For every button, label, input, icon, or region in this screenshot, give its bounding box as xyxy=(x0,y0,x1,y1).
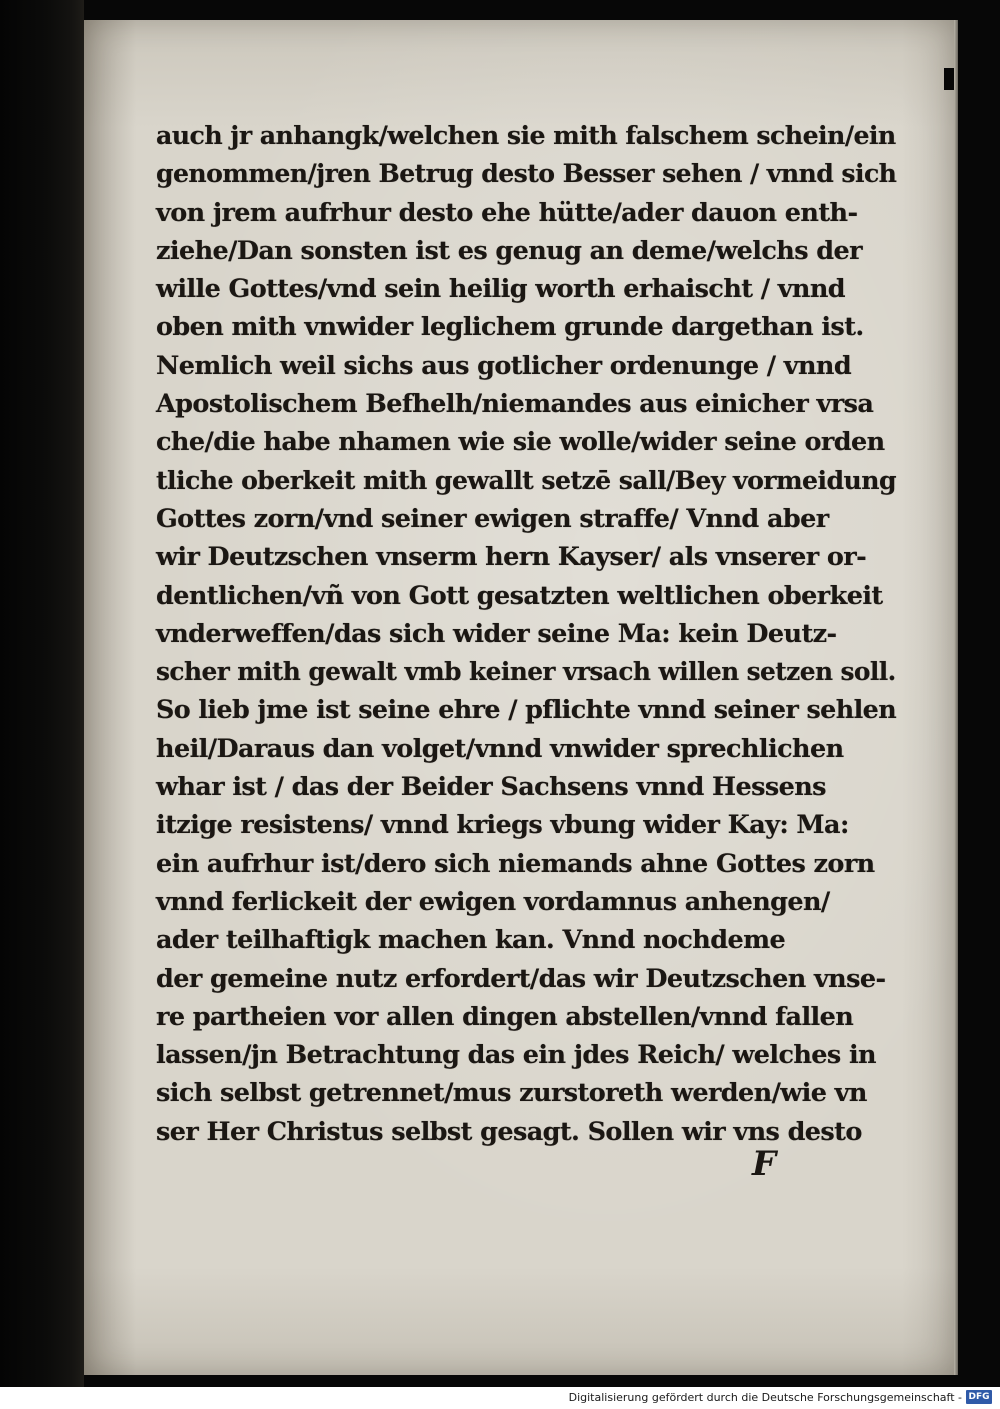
footer-bar xyxy=(0,1387,1000,1409)
text-line: heil/Daraus dan volget/vnnd vnwider sprechlichen xyxy=(156,733,844,764)
text-line: ziehe/Dan sonsten ist es genug an deme/welchs der xyxy=(156,235,862,266)
page-edge xyxy=(954,20,958,1375)
text-line: Gottes zorn/vnd seiner ewigen straffe/ Vnnd aber xyxy=(156,503,829,534)
text-line: So lieb jme ist seine ehre / pflichte vnnd seiner sehlen xyxy=(156,695,897,726)
dfg-logo-icon: DFG xyxy=(966,1390,992,1404)
text-line: wir Deutzschen vnserm hern Kayser/ als vnserer or- xyxy=(156,542,867,573)
text-line: whar ist / das der Beider Sachsens vnnd Hessens xyxy=(156,772,826,803)
text-line: der gemeine nutz erfordert/das wir Deutzschen vnse- xyxy=(156,963,886,994)
text-line: vnderweffen/das sich wider seine Ma: kein Deutz- xyxy=(156,618,837,649)
page-text-block xyxy=(156,117,896,1151)
text-line: dentlichen/vñ von Gott gesatzten weltlichen oberkeit xyxy=(156,580,883,611)
text-line: sich selbst getrennet/mus zurstoreth werden/wie vn xyxy=(156,1078,867,1109)
text-line: von jrem aufrhur desto ehe hütte/ader dauon enth- xyxy=(156,197,858,228)
book-page xyxy=(84,20,954,1375)
text-line: scher mith gewalt vmb keiner vrsach willen setzen soll. xyxy=(156,657,896,688)
text-line: Apostolischem Befhelh/niemandes aus einicher vrsa xyxy=(156,389,874,420)
text-line: lassen/jn Betrachtung das ein jdes Reich/ welches in xyxy=(156,1040,876,1071)
text-line: wille Gottes/vnd sein heilig worth erhaischt / vnnd xyxy=(156,274,846,305)
signature-mark: F xyxy=(752,1144,777,1184)
text-line: vnnd ferlickeit der ewigen vordamnus anhengen/ xyxy=(156,886,830,917)
text-line: itzige resistens/ vnnd kriegs vbung wider Kay: Ma: xyxy=(156,810,849,841)
funding-credit: Digitalisierung gefördert durch die Deutsche Forschungsgemeinschaft - xyxy=(568,1391,962,1404)
page-corner-notch xyxy=(944,68,954,90)
text-line: Nemlich weil sichs aus gotlicher ordenunge / vnnd xyxy=(156,350,852,381)
text-line: tliche oberkeit mith gewallt setzē sall/Bey vormeidung xyxy=(156,465,896,496)
text-line: oben mith vnwider leglichem grunde dargethan ist. xyxy=(156,312,864,343)
text-line: auch jr anhangk/welchen sie mith falschem schein/ein xyxy=(156,121,896,151)
text-line: ein aufrhur ist/dero sich niemands ahne Gottes zorn xyxy=(156,848,875,879)
text-line: re partheien vor allen dingen abstellen/vnnd fallen xyxy=(156,1001,854,1032)
text-line: genommen/jren Betrug desto Besser sehen / vnnd sich xyxy=(156,159,897,190)
book-binding-edge xyxy=(0,0,84,1387)
text-line: ser Her Christus selbst gesagt. Sollen wir vns desto xyxy=(156,1116,862,1147)
text-line: ader teilhaftigk machen kan. Vnnd nochdeme xyxy=(156,925,786,956)
text-line: che/die habe nhamen wie sie wolle/wider seine orden xyxy=(156,427,885,458)
